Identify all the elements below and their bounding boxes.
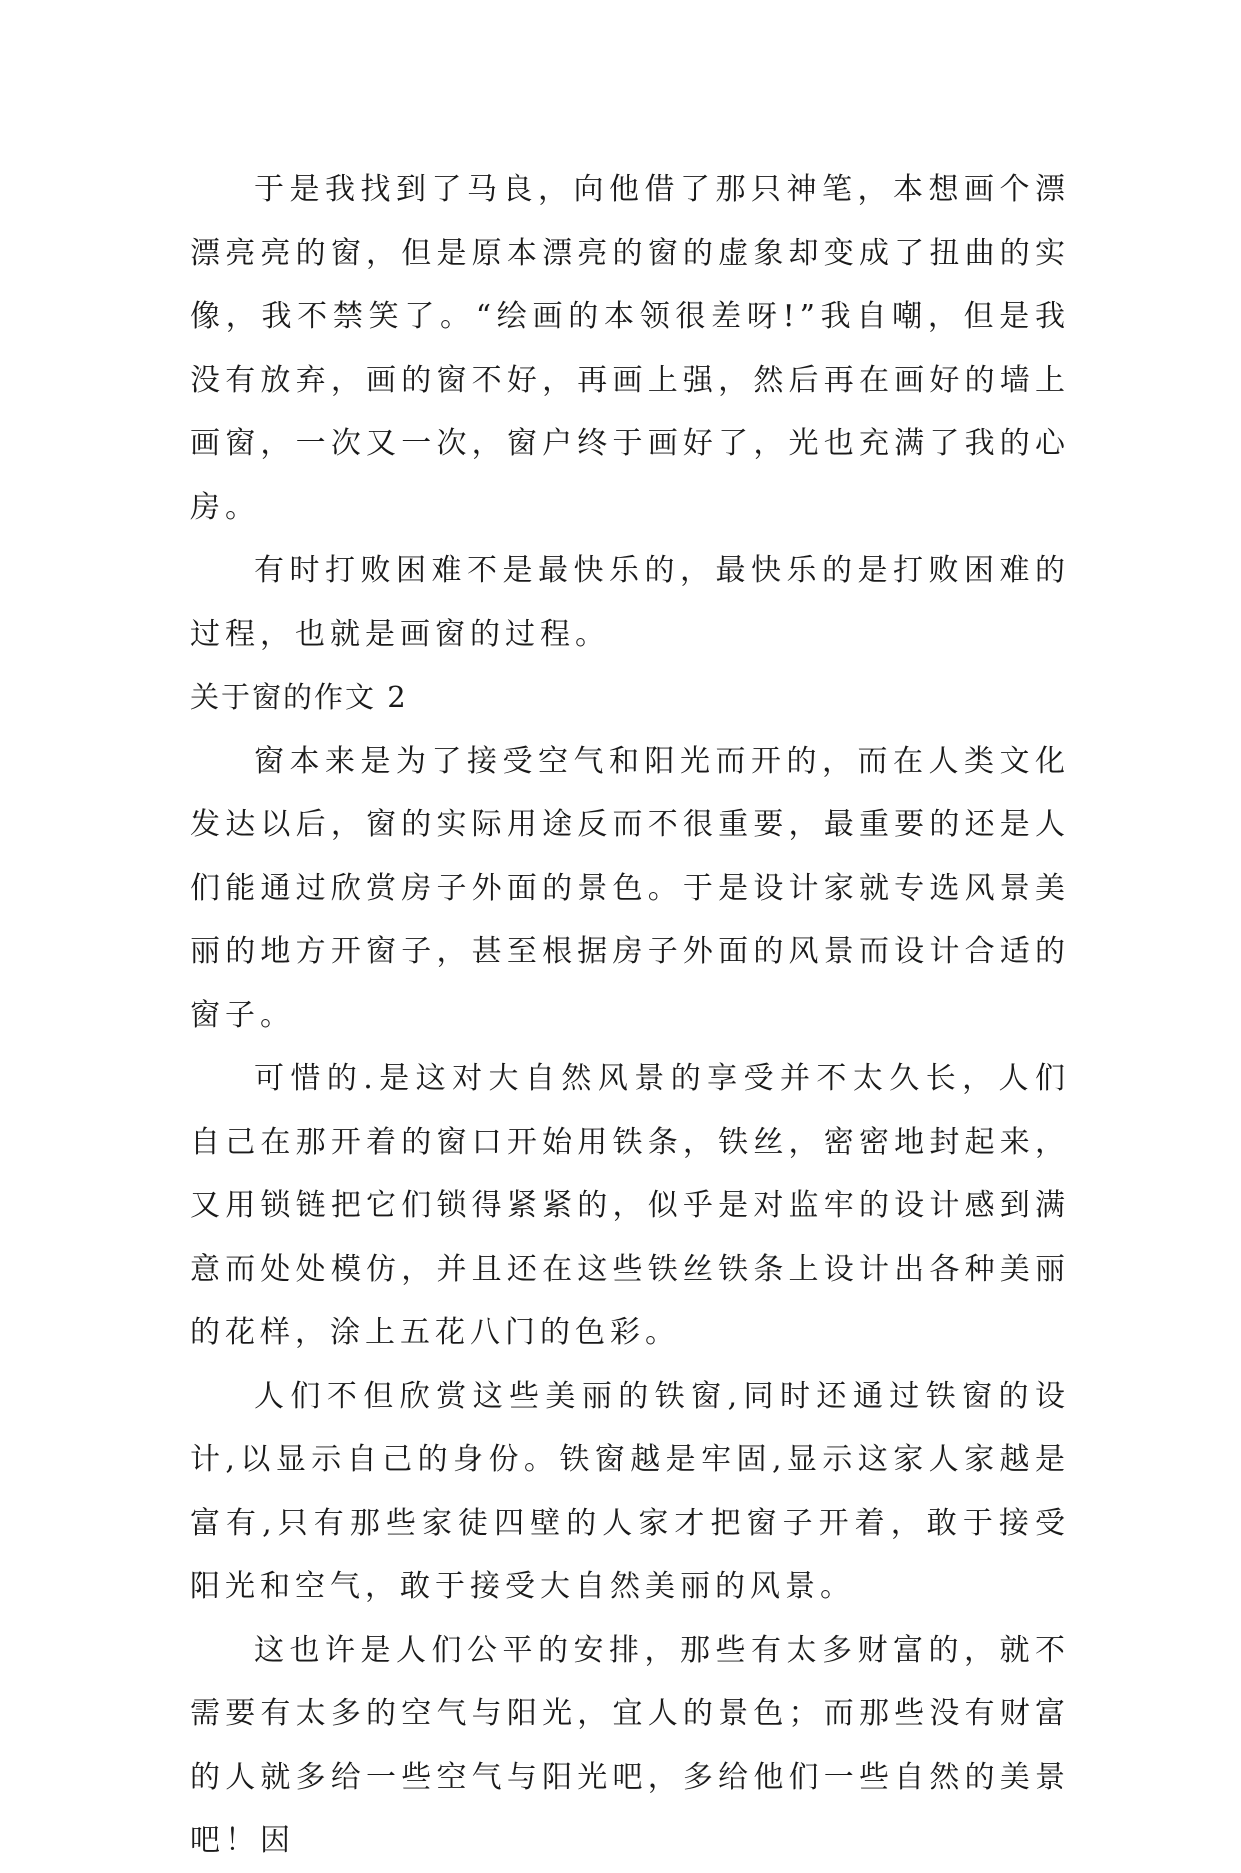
paragraph: 这也许是人们公平的安排，那些有太多财富的，就不需要有太多的空气与阳光，宜人的景色；而那些没有财富的人就多给一些空气与阳光吧，多给他们一些自然的美景吧！因	[190, 1632, 1070, 1858]
paragraph: 窗本来是为了接受空气和阳光而开的，而在人类文化发达以后，窗的实际用途反而不很重要，最重要的还是人们能通过欣赏房子外面的景色。于是设计家就专选风景美丽的地方开窗子，甚至根据房子外面的风景而设计合适的窗子。	[190, 743, 1070, 1033]
paragraph: 可惜的.是这对大自然风景的享受并不太久长，人们自己在那开着的窗口开始用铁条，铁丝，密密地封起来，又用锁链把它们锁得紧紧的，似乎是对监牢的设计感到满意而处处模仿，并且还在这些铁丝铁条上设计出各种美丽的花样，涂上五花八门的色彩。	[190, 1061, 1070, 1350]
paragraph: 有时打败困难不是最快乐的，最快乐的是打败困难的过程，也就是画窗的过程。	[190, 553, 1070, 652]
paragraph: 于是我找到了马良，向他借了那只神笔，本想画个漂漂亮亮的窗，但是原本漂亮的窗的虚象却变成了扭曲的实像，我不禁笑了。“绘画的本领很差呀!”我自嘲，但是我没有放弃，画的窗不好，再画上强，然后再在画好的墙上画窗，一次又一次，窗户终于画好了，光也充满了我的心房。	[190, 172, 1070, 525]
document-body	[190, 158, 1070, 1873]
section-heading: 关于窗的作文 2	[190, 680, 408, 714]
paragraph: 人们不但欣赏这些美丽的铁窗,同时还通过铁窗的设计,以显示自己的身份。铁窗越是牢固,显示这家人家越是富有,只有那些家徒四壁的人家才把窗子开着，敢于接受阳光和空气，敢于接受大自然美丽的风景。	[190, 1378, 1070, 1604]
